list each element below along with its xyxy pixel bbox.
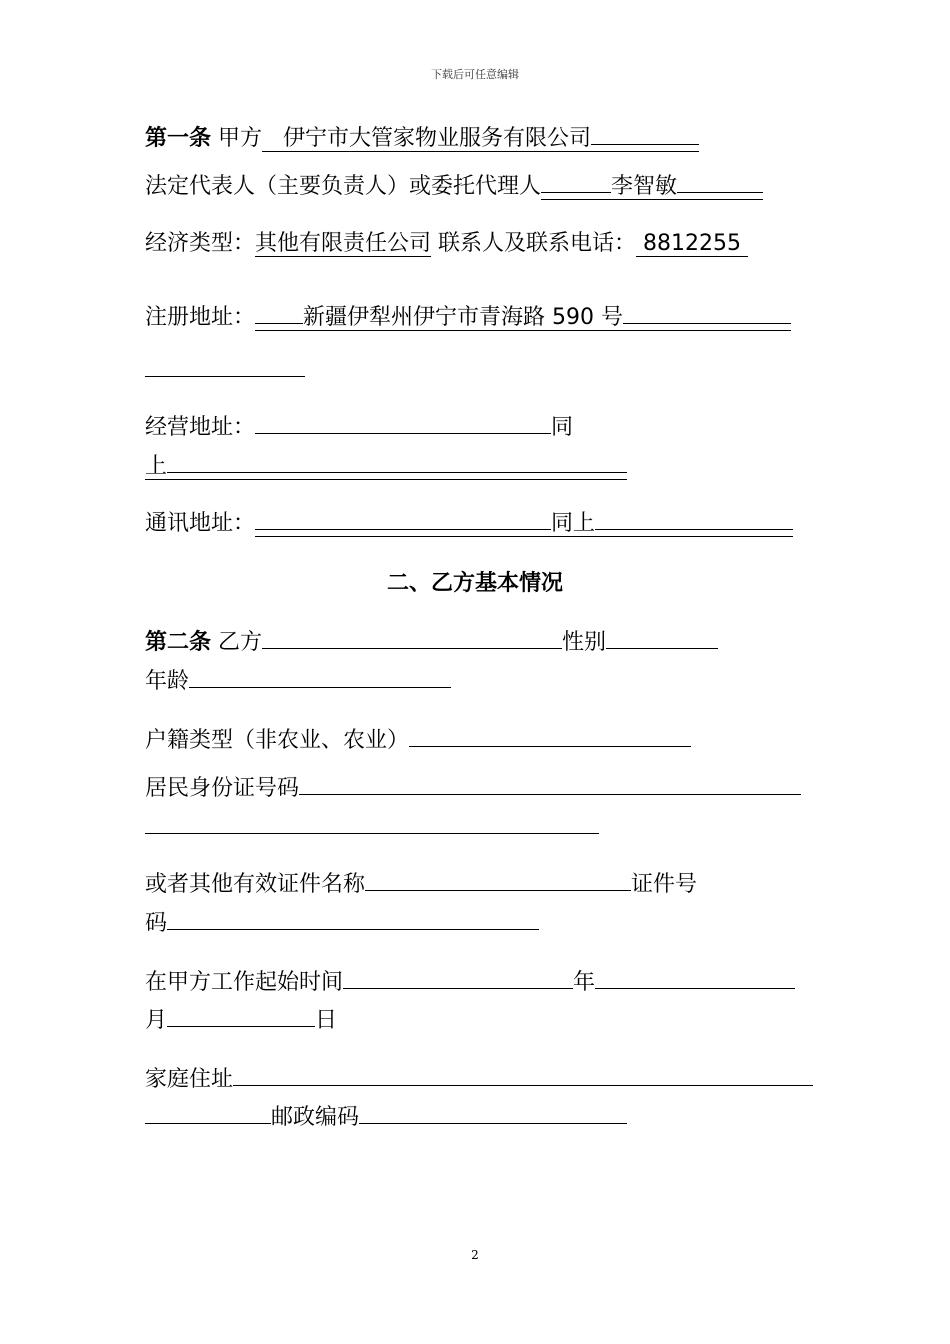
id-label: 居民身份证号码: [145, 776, 300, 801]
page-number: 2: [471, 1248, 479, 1262]
contact-phone: 8812255: [643, 231, 742, 256]
econ-type-value[interactable]: 其他有限责任公司: [255, 231, 432, 256]
econ-type-line: [145, 229, 748, 259]
hukou-line: [145, 724, 691, 756]
mail-address-line: [145, 507, 793, 539]
start-day-field[interactable]: [167, 1004, 315, 1027]
party-b-name-line: [145, 626, 718, 658]
id-field-continuation[interactable]: [145, 811, 599, 834]
party-a-name-line: [145, 122, 699, 154]
id-field[interactable]: [299, 772, 801, 795]
biz-address-value-1: 同: [551, 415, 574, 440]
start-month-field[interactable]: [595, 966, 795, 989]
start-time-label: 在甲方工作起始时间: [145, 970, 344, 995]
party-a-company-name: 伊宁市大管家物业服务有限公司: [283, 126, 592, 151]
party-a-label: 甲方: [218, 126, 263, 151]
cert-no-label-1: 证件号: [631, 872, 698, 897]
contact-label: 联系人及联系电话：: [438, 231, 637, 256]
section-title: 二、乙方基本情况: [386, 571, 563, 596]
reg-address-value: 新疆伊犁州伊宁市青海路 590 号: [303, 305, 623, 330]
biz-address-field-2[interactable]: [145, 454, 627, 480]
rep-name-field[interactable]: [541, 174, 763, 200]
biz-address-label: 经营地址：: [145, 415, 256, 440]
party-a-rep-line: [145, 170, 763, 202]
biz-address-value-2: 上: [145, 454, 168, 479]
home-address-field[interactable]: [233, 1063, 813, 1086]
other-cert-field[interactable]: [365, 868, 631, 891]
article-2-label: 第二条: [145, 630, 212, 655]
rep-name: 李智敏: [611, 174, 678, 199]
postcode-line: [145, 1101, 627, 1133]
home-address-line: [145, 1063, 813, 1095]
home-address-label: 家庭住址: [145, 1067, 234, 1092]
id-continuation: [145, 811, 599, 843]
month-label: 月: [145, 1008, 168, 1033]
biz-address-line: [145, 411, 573, 443]
article-1-label: 第一条: [145, 126, 212, 151]
id-line: [145, 772, 801, 804]
year-label: 年: [573, 970, 596, 995]
start-year-field[interactable]: [343, 966, 573, 989]
postcode-field[interactable]: [359, 1101, 627, 1124]
mail-address-value: 同上: [551, 511, 596, 536]
hukou-field[interactable]: [409, 724, 691, 747]
reg-address-continuation: [145, 354, 305, 386]
party-b-label: 乙方: [218, 630, 263, 655]
age-label: 年龄: [145, 669, 190, 694]
start-time-line: [145, 966, 795, 998]
cert-no-line: [145, 907, 539, 939]
biz-address-continuation: [145, 450, 627, 482]
page-header: 下载后可任意编辑: [431, 68, 519, 81]
hukou-label: 户籍类型（非农业、农业）: [145, 728, 410, 753]
age-line: [145, 665, 451, 697]
reg-address-label: 注册地址：: [145, 305, 256, 330]
party-a-company-field[interactable]: [262, 126, 699, 152]
econ-type-label: 经济类型：: [145, 231, 256, 256]
home-address-continuation[interactable]: [145, 1101, 271, 1124]
other-cert-line: [145, 868, 697, 900]
other-cert-label: 或者其他有效证件名称: [145, 872, 366, 897]
mail-address-label: 通讯地址：: [145, 511, 256, 536]
rep-label: 法定代表人（主要负责人）或委托代理人: [145, 174, 542, 199]
day-label: 日: [315, 1008, 338, 1033]
mail-address-field[interactable]: [255, 511, 793, 537]
age-field[interactable]: [189, 665, 451, 688]
start-time-continuation: [145, 1004, 337, 1036]
gender-label: 性别: [562, 630, 607, 655]
reg-address-field[interactable]: [255, 305, 791, 331]
contact-phone-field[interactable]: [636, 231, 748, 257]
cert-no-field[interactable]: [167, 907, 539, 930]
party-b-name-field[interactable]: [262, 626, 562, 649]
gender-field[interactable]: [606, 626, 718, 649]
postcode-label: 邮政编码: [271, 1105, 360, 1130]
cert-no-label-2: 码: [145, 911, 168, 936]
biz-address-blank[interactable]: [255, 411, 551, 434]
reg-address-line: [145, 301, 791, 333]
reg-address-blank[interactable]: [145, 354, 305, 377]
